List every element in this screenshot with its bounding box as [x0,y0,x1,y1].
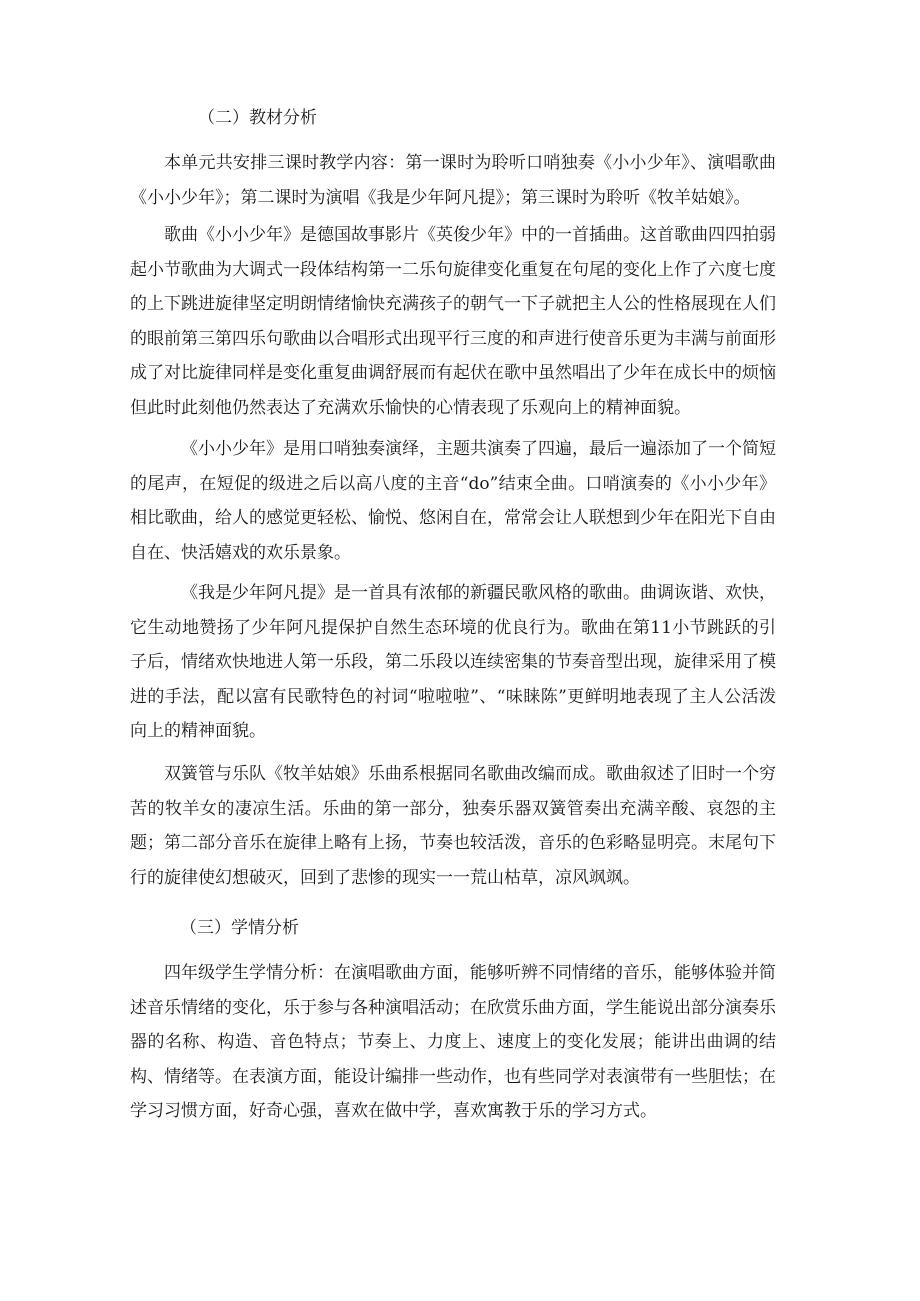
paragraph-lesson-overview: 本单元共安排三课时教学内容：第一课时为聆听口哨独奏《小小少年》、演唱歌曲《小小少年》；第二课时为演唱《我是少年阿凡提》；第三课时为聆听《牧羊姑娘》。 [130,153,776,208]
paragraph-song-xiaoxiao-shaonian: 歌曲《小小少年》是德国故事影片《英俊少年》中的一首插曲。这首歌曲四四拍弱起小节歌曲为大调式一段体结构第一二乐句旋律变化重复在句尾的变化上作了六度七度的上下跳进旋律坚定明朗情绪愉快充满孩子的朝气一下子就把主人公的性格展现在人们的眼前第三第四乐句歌曲以合唱形式出现平行三度的和声进行使音乐更为丰满与前面形成了对比旋律同样是变化重复曲调舒展而有起伏在歌中虽然唱出了少年在成长中的烦恼但此时此刻他仍然表达了充满欢乐愉快的心情表现了乐观向上的精神面貌。 [130,225,776,418]
paragraph-shepherd-girl: 双簧管与乐队《牧羊姑娘》乐曲系根据同名歌曲改编而成。歌曲叙述了旧时一个穷苦的牧羊女的凄凉生活。乐曲的第一部分，独奏乐器双簧管奏出充满辛酸、哀怨的主题；第二部分音乐在旋律上略有上扬，节奏也较活泼，音乐的色彩略显明亮。末尾句下行的旋律使幻想破灭，回到了悲惨的现实一一荒山枯草，凉风飒飒。 [130,764,776,888]
section-heading-student-analysis: （三）学情分析 [180,918,299,938]
paragraph-whistle-solo: 《小小少年》是用口哨独奏演绎，主题共演奏了四遍，最后一遍添加了一个简短的尾声，在短促的级进之后以高八度的主音“do”结束全曲。口哨演奏的《小小少年》相比歌曲，给人的感觉更轻松、愉悦、悠闲自在，常常会让人联想到少年在阳光下自由自在、快活嬉戏的欢乐景象。 [130,439,776,563]
paragraph-student-analysis: 四年级学生学情分析：在演唱歌曲方面，能够听辨不同情绪的音乐，能够体验并简述音乐情绪的变化，乐于参与各种演唱活动；在欣赏乐曲方面，学生能说出部分演奏乐器的名称、构造、音色特点；节奏上、力度上、速度上的变化发展；能讲出曲调的结构、情绪等。在表演方面，能设计编排一些动作，也有些同学对表演带有一些胆怯；在学习习惯方面，好奇心强，喜欢在做中学，喜欢寓教于乐的学习方式。 [130,963,776,1121]
section-heading-material-analysis: （二）教材分析 [198,108,317,128]
paragraph-song-afanti: 《我是少年阿凡提》是一首具有浓郁的新疆民歌风格的歌曲。曲调诙谐、欢快，它生动地赞扬了少年阿凡提保护自然生态环境的优良行为。歌曲在第11小节跳跃的引子后，情绪欢快地进人第一乐段，第二乐段以连续密集的节奏音型出现，旋律采用了模进的手法，配以富有民歌特色的衬词“啦啦啦”、“味睐陈”更鲜明地表现了主人公活泼向上的精神面貌。 [130,583,776,741]
